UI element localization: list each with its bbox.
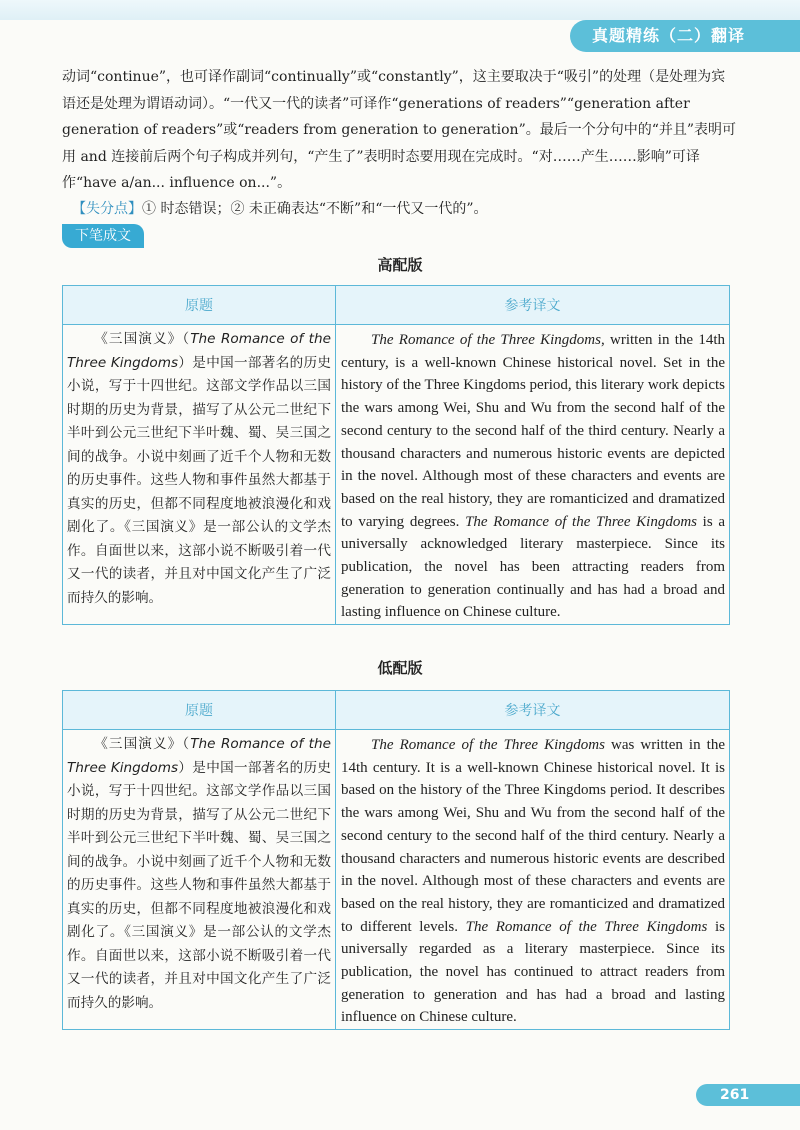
col-header-reference: 参考译文 — [336, 286, 730, 325]
reference-text — [341, 734, 725, 1029]
table-header-row — [63, 286, 730, 325]
source-text — [67, 733, 331, 1015]
table-row — [63, 325, 730, 625]
reference-cell — [336, 730, 730, 1030]
table-row — [63, 730, 730, 1030]
analysis-paragraph: 动词“continue”，也可译作副词“continually”或“constantly”，这主要取决于“吸引”的处理（是处理为宾语还是处理为谓语动词）。“一代又一代的读者”可译作“generations of readers”“generation after generation of readers”或“readers from generation to generation”。最后一个分句中的“并且”表明可用 and 连接前后两个句子构成并列句，“产生了”表明时态要用现在完成时。“对……产生……影响”可译作“have a/an... influence on...”。 — [62, 69, 737, 191]
source-text-part: 《三国演义》（ — [94, 331, 191, 347]
col-header-source: 原题 — [63, 691, 336, 730]
reference-text-part: , written in the 14th century, is a well-known Chinese historical novel. Set in the history of the Three Kingdoms period, this literary work depicts the wars among Wei, Shu and Wu from the second half of the second century to the second half of the third century. Nearly a thousand characters and numerous historic events are depicted in the novel. Although most of these characters and events are based on the real history, they are romanticized and dramatized to varying degrees. — [341, 332, 725, 530]
source-cell — [63, 730, 336, 1030]
reference-text-part: was written in the 14th century. It is a well-known Chinese historical novel. It is based on the history of the Three Kingdoms period. It describes the wars among Wei, Shu and Wu from the second half of the second century to the second half of the third century. Nearly a thousand characters and numerous historic events are described in the novel. Although most of these characters and events are based on the real history, they are romanticized and dramatized to different levels. — [341, 737, 725, 935]
source-text — [67, 328, 331, 610]
source-book-title: The Romance of the Three Kingdoms — [67, 736, 331, 776]
reference-book-title: The Romance of the Three Kingdoms — [465, 918, 708, 935]
header-band — [0, 0, 800, 20]
reference-book-title: The Romance of the Three Kingdoms — [371, 737, 605, 753]
chapter-title: 真题精练（二）翻译 — [570, 20, 800, 52]
reference-text-part: is a universally acknowledged literary masterpiece. Since its publication, the novel has been attracting readers from generation to generation continually and has had a broad and lasting influence on Chinese culture. — [341, 513, 726, 621]
lost-points-line — [72, 196, 732, 222]
low-version-table — [62, 690, 730, 1030]
page-number: 261 — [696, 1084, 800, 1106]
low-version-title: 低配版 — [377, 659, 423, 677]
high-version-title: 高配版 — [377, 256, 423, 274]
table-header-row — [63, 691, 730, 730]
reference-cell — [336, 325, 730, 625]
lost-points-label: 【失分点】 — [72, 201, 142, 217]
lost-points-text: ① 时态错误；② 未正确表达“不断”和“一代又一代的”。 — [142, 201, 488, 217]
reference-text — [341, 329, 725, 624]
reference-book-title: The Romance of the Three Kingdoms — [371, 332, 601, 348]
col-header-reference: 参考译文 — [336, 691, 730, 730]
reference-book-title: The Romance of the Three Kingdoms — [465, 513, 697, 530]
source-book-title: The Romance of the Three Kingdoms — [67, 331, 331, 371]
source-cell — [63, 325, 336, 625]
reference-text-part: is universally regarded as a literary masterpiece. Since its publication, the novel has continued to attract readers from generation to generation and has had a broad and lasting influence on Chinese culture. — [341, 918, 725, 1026]
source-text-part: ）是中国一部著名的历史小说，写于十四世纪。这部文学作品以三国时期的历史为背景，描写了从公元二世纪下半叶到公元三世纪下半叶魏、蜀、吴三国之间的战争。小说中刻画了近千个人物和无数的历史事件。这些人物和事件虽然大都基于真实的历史，但都不同程度地被浪漫化和戏剧化了。《三国演义》是一部公认的文学杰作。自面世以来，这部小说不断吸引着一代又一代的读者，并且对中国文化产生了广泛而持久的影响。 — [67, 759, 332, 1011]
source-text-part: ）是中国一部著名的历史小说，写于十四世纪。这部文学作品以三国时期的历史为背景，描写了从公元二世纪下半叶到公元三世纪下半叶魏、蜀、吴三国之间的战争。小说中刻画了近千个人物和无数的历史事件。这些人物和事件虽然大都基于真实的历史，但都不同程度地被浪漫化和戏剧化了。《三国演义》是一部公认的文学杰作。自面世以来，这部小说不断吸引着一代又一代的读者，并且对中国文化产生了广泛而持久的影响。 — [67, 354, 332, 606]
source-text-part: 《三国演义》（ — [94, 736, 191, 752]
col-header-source: 原题 — [63, 286, 336, 325]
section-tab: 下笔成文 — [62, 224, 144, 248]
high-version-table — [62, 285, 730, 625]
